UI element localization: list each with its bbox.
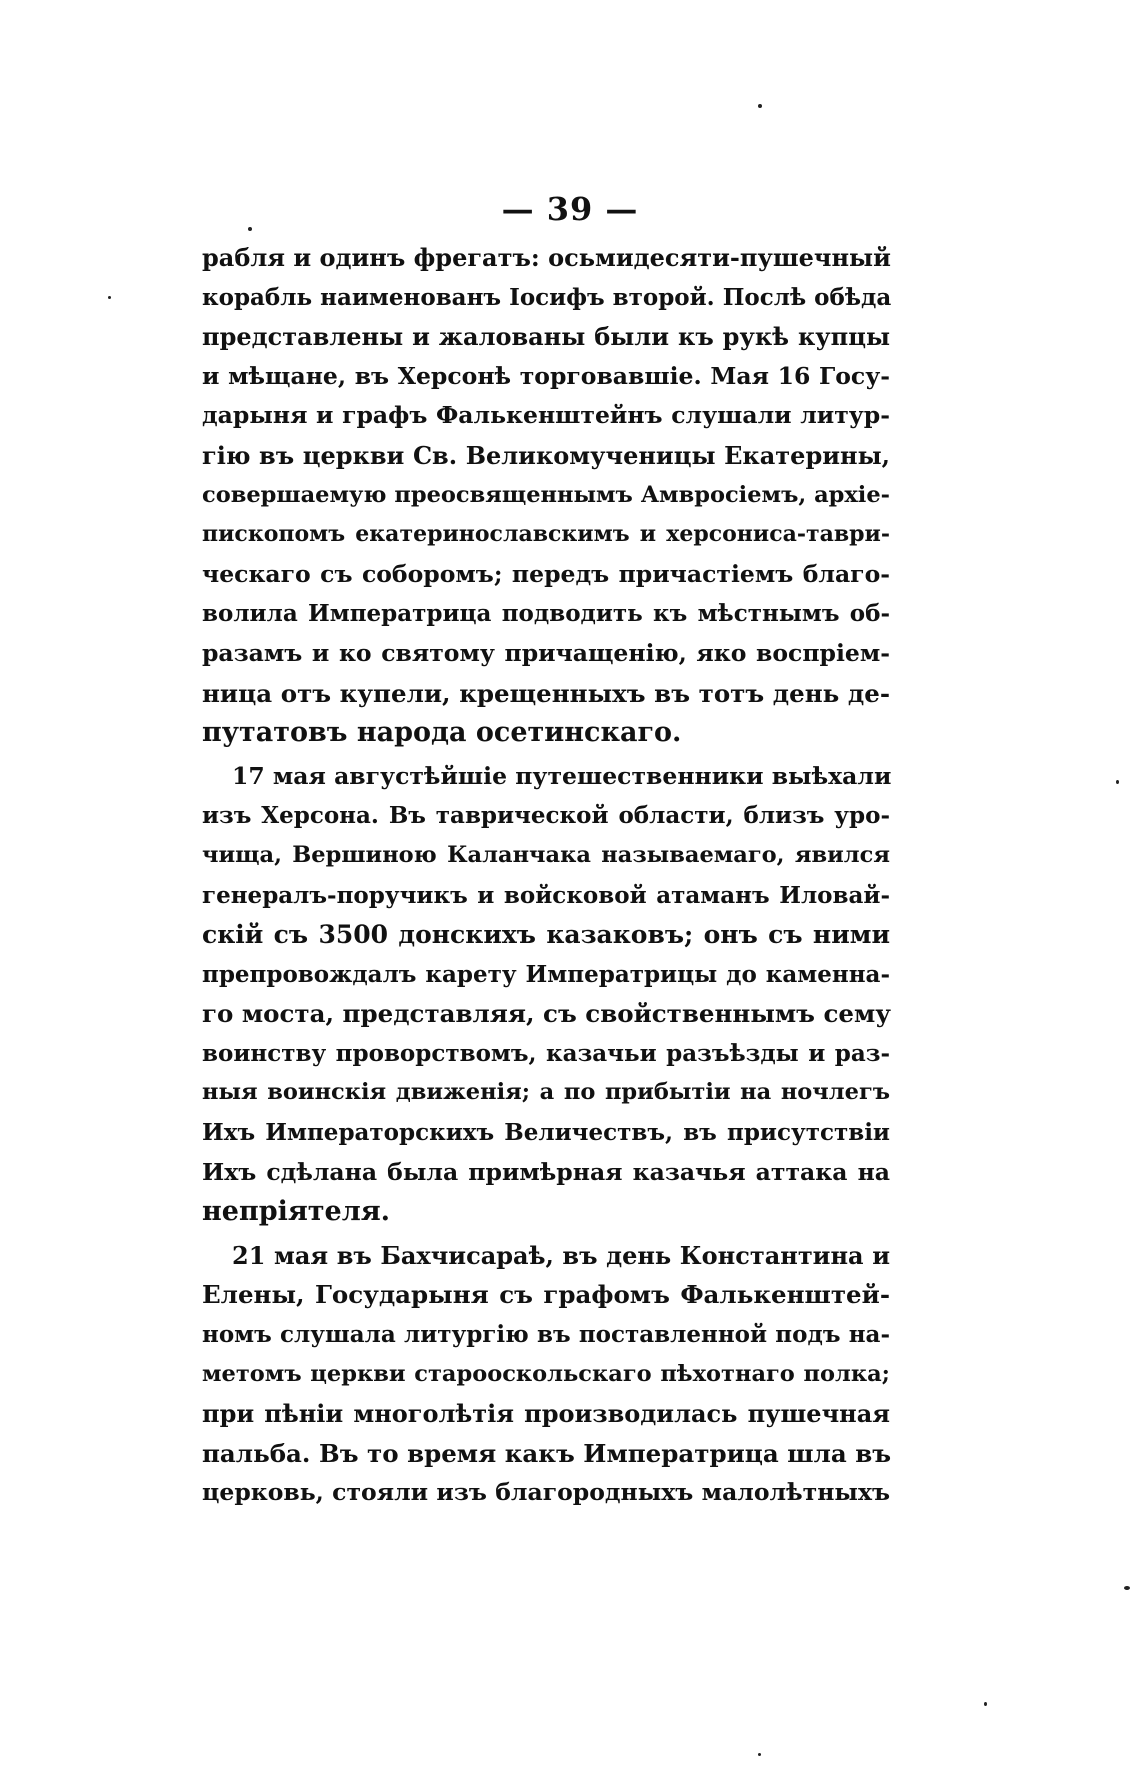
scan-speck <box>758 1753 761 1756</box>
text-line: препровождалъ карету Императрицы до каменна- <box>202 960 890 988</box>
page-number: — 39 — <box>501 190 639 228</box>
text-line: и мѣщане, въ Херсонѣ торговавшіе. Мая 16 Госу- <box>202 361 890 390</box>
text-line: номъ слушала литургію въ поставленной подъ на- <box>202 1321 890 1349</box>
text-line: гію въ церкви Св. Великомученицы Екатерины, <box>202 440 890 470</box>
text-line: Ихъ Императорскихъ Величествъ, въ присутствіи <box>202 1119 890 1147</box>
text-line: разамъ и ко святому причащенію, яко воспріем- <box>202 638 890 667</box>
text-line: представлены и жалованы были къ рукѣ купцы <box>202 322 890 352</box>
text-line: путатовъ народа осетинскаго. <box>202 717 682 749</box>
text-line: воинству проворствомъ, казачьи разъѣзды и раз- <box>202 1039 890 1067</box>
scan-speck <box>984 1702 987 1706</box>
text-line: совершаемую преосвященнымъ Амвросіемъ, архіе- <box>202 481 890 508</box>
text-line: чища, Вершиною Каланчака называемаго, явился <box>202 841 890 868</box>
text-line: генералъ-поручикъ и войсковой атаманъ Иловай- <box>202 881 890 909</box>
scan-speck <box>248 227 252 231</box>
scan-speck <box>108 296 111 299</box>
text-line: корабль наименованъ Іосифъ второй. Послѣ обѣда <box>202 283 892 311</box>
text-line: рабля и одинъ фрегатъ: осьмидесяти-пушечный <box>202 243 891 272</box>
scan-speck <box>1116 780 1119 784</box>
text-line: 17 мая августѣйшіе путешественники выѣхали <box>232 761 892 790</box>
text-line: при пѣніи многолѣтія производилась пушечная <box>202 1399 890 1429</box>
scan-speck <box>1124 1586 1130 1590</box>
text-line: го моста, представляя, съ свойственнымъ сему <box>202 999 891 1029</box>
text-line: дарыня и графъ Фалькенштейнъ слушали литур- <box>202 401 890 430</box>
scan-speck <box>758 104 762 108</box>
text-line: 21 мая въ Бахчисараѣ, въ день Константина и <box>232 1240 890 1270</box>
body-text <box>202 238 890 1513</box>
text-line: скій съ 3500 донскихъ казаковъ; онъ съ ними <box>202 920 890 950</box>
text-line: Ихъ сдѣлана была примѣрная казачья аттака на <box>202 1157 890 1186</box>
text-line: волила Императрица подводить къ мѣстнымъ об- <box>202 600 890 628</box>
text-line: ческаго съ соборомъ; передъ причастіемъ благо- <box>202 559 890 588</box>
text-line: ница отъ купели, крещенныхъ въ тотъ день де- <box>202 678 890 708</box>
text-line: изъ Херсона. Въ таврической области, близъ уро- <box>202 802 890 830</box>
text-line: пальба. Въ то время какъ Императрица шла въ <box>202 1438 892 1468</box>
text-line: метомъ церкви старооскольскаго пѣхотнаго полка; <box>202 1360 890 1387</box>
text-line: непріятеля. <box>202 1196 391 1228</box>
text-line: пископомъ екатеринославскимъ и херсониса-таври- <box>202 521 890 548</box>
text-line: церковь, стояли изъ благородныхъ малолѣтныхъ <box>202 1478 890 1507</box>
text-line: ныя воинскія движенія; а по прибытіи на ночлегъ <box>202 1079 890 1106</box>
text-line: Елены, Государыня съ графомъ Фалькенштей- <box>202 1280 890 1310</box>
